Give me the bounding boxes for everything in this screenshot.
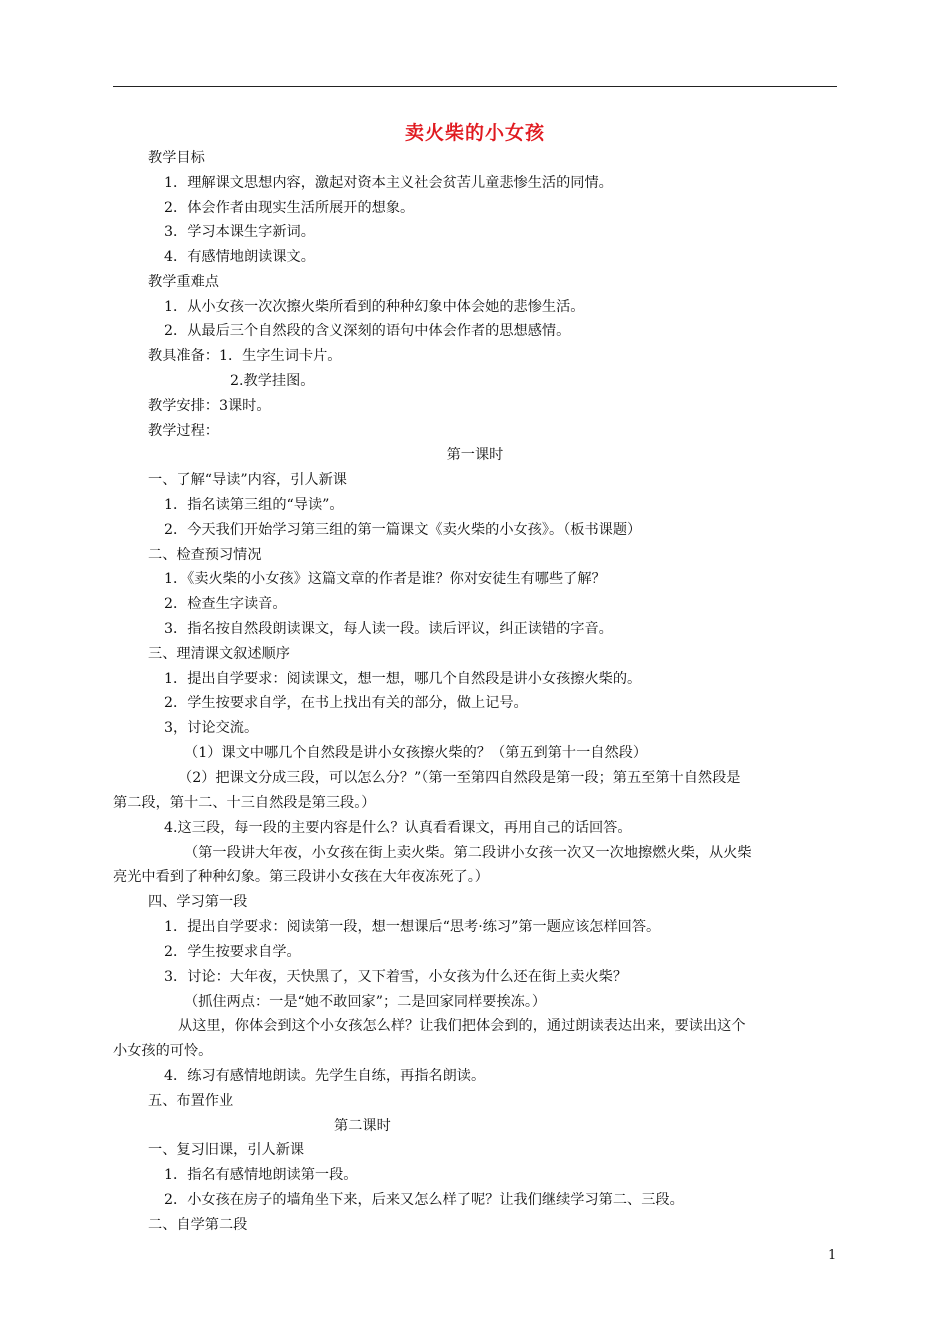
paragraph: 1．指名读第三组的“导读”。 bbox=[164, 497, 344, 513]
paragraph: 2．学生按要求自学。 bbox=[164, 944, 301, 960]
paragraph: （抓住两点：一是“她不敢回家”；二是回家同样要挨冻。） bbox=[184, 994, 547, 1010]
heading-process: 教学过程： bbox=[148, 423, 219, 439]
paragraph: 1．提出自学要求：阅读课文，想一想，哪几个自然段是讲小女孩擦火柴的。 bbox=[164, 671, 642, 687]
document-title: 卖火柴的小女孩 bbox=[404, 122, 545, 144]
paragraph: 4．有感情地朗读课文。 bbox=[164, 249, 315, 265]
paragraph: 2．检查生字读音。 bbox=[164, 596, 287, 612]
page-number: 1 bbox=[828, 1248, 837, 1263]
paragraph: 1．从小女孩一次次擦火柴所看到的种种幻象中体会她的悲惨生活。 bbox=[164, 299, 585, 315]
paragraph: 第二段，第十二、十三自然段是第三段。） bbox=[113, 795, 376, 811]
paragraph: 3．讨论：大年夜，天快黑了，又下着雪，小女孩为什么还在街上卖火柴？ bbox=[164, 969, 628, 985]
paragraph: 小女孩的可怜。 bbox=[113, 1043, 213, 1059]
section-heading: 三、理清课文叙述顺序 bbox=[148, 646, 290, 662]
header-rule bbox=[113, 86, 837, 87]
lesson-heading-1: 第一课时 bbox=[446, 447, 504, 463]
paragraph: 3，讨论交流。 bbox=[164, 720, 259, 736]
paragraph: 2．小女孩在房子的墙角坐下来，后来又怎么样了呢？让我们继续学习第二、三段。 bbox=[164, 1192, 684, 1208]
paragraph: （2）把课文分成三段，可以怎么分？”（第一至第四自然段是第一段；第五至第十自然段是 bbox=[178, 770, 741, 786]
paragraph: 1．理解课文思想内容，激起对资本主义社会贫苦儿童悲惨生活的同情。 bbox=[164, 175, 613, 191]
lesson-heading-2: 第二课时 bbox=[334, 1118, 391, 1134]
paragraph: 教具准备：1．生字生词卡片。 bbox=[148, 348, 342, 364]
paragraph: 4.这三段，每一段的主要内容是什么？认真看看课文，再用自己的话回答。 bbox=[164, 820, 632, 836]
section-heading: 五、布置作业 bbox=[148, 1093, 234, 1109]
paragraph: 2．体会作者由现实生活所展开的想象。 bbox=[164, 200, 415, 216]
section-heading: 二、检查预习情况 bbox=[148, 547, 262, 563]
paragraph: 亮光中看到了种种幻象。第三段讲小女孩在大年夜冻死了。） bbox=[113, 869, 489, 885]
section-heading: 一、了解“导读”内容，引人新课 bbox=[148, 472, 347, 488]
paragraph: 3．学习本课生字新词。 bbox=[164, 224, 315, 240]
paragraph: 1．《卖火柴的小女孩》这篇文章的作者是谁？你对安徒生有哪些了解？ bbox=[164, 571, 606, 587]
paragraph: 从这里，你体会到这个小女孩怎么样？让我们把体会到的，通过朗读表达出来，要读出这个 bbox=[178, 1018, 746, 1034]
paragraph: 教学安排：3课时。 bbox=[148, 398, 271, 414]
paragraph: （1）课文中哪几个自然段是讲小女孩擦火柴的？（第五到第十一自然段） bbox=[184, 745, 648, 761]
paragraph: 2．学生按要求自学，在书上找出有关的部分，做上记号。 bbox=[164, 695, 528, 711]
heading-key-points: 教学重难点 bbox=[148, 274, 219, 290]
paragraph: 2．从最后三个自然段的含义深刻的语句中体会作者的思想感情。 bbox=[164, 323, 571, 339]
paragraph: 4．练习有感情地朗读。先学生自练，再指名朗读。 bbox=[164, 1068, 486, 1084]
section-heading: 四、学习第一段 bbox=[148, 894, 248, 910]
paragraph: 1．提出自学要求：阅读第一段，想一想课后“思考·练习”第一题应该怎样回答。 bbox=[164, 919, 661, 935]
section-heading: 二、自学第二段 bbox=[148, 1217, 248, 1233]
paragraph: （第一段讲大年夜，小女孩在街上卖火柴。第二段讲小女孩一次又一次地擦燃火柴，从火柴 bbox=[184, 845, 752, 861]
paragraph: 2．今天我们开始学习第三组的第一篇课文《卖火柴的小女孩》。（板书课题） bbox=[164, 522, 642, 538]
paragraph: 2.教学挂图。 bbox=[230, 373, 315, 389]
paragraph: 1．指名有感情地朗读第一段。 bbox=[164, 1167, 358, 1183]
heading-teaching-goals: 教学目标 bbox=[148, 150, 205, 166]
paragraph: 3．指名按自然段朗读课文，每人读一段。读后评议，纠正读错的字音。 bbox=[164, 621, 613, 637]
section-heading: 一、复习旧课，引人新课 bbox=[148, 1142, 305, 1158]
